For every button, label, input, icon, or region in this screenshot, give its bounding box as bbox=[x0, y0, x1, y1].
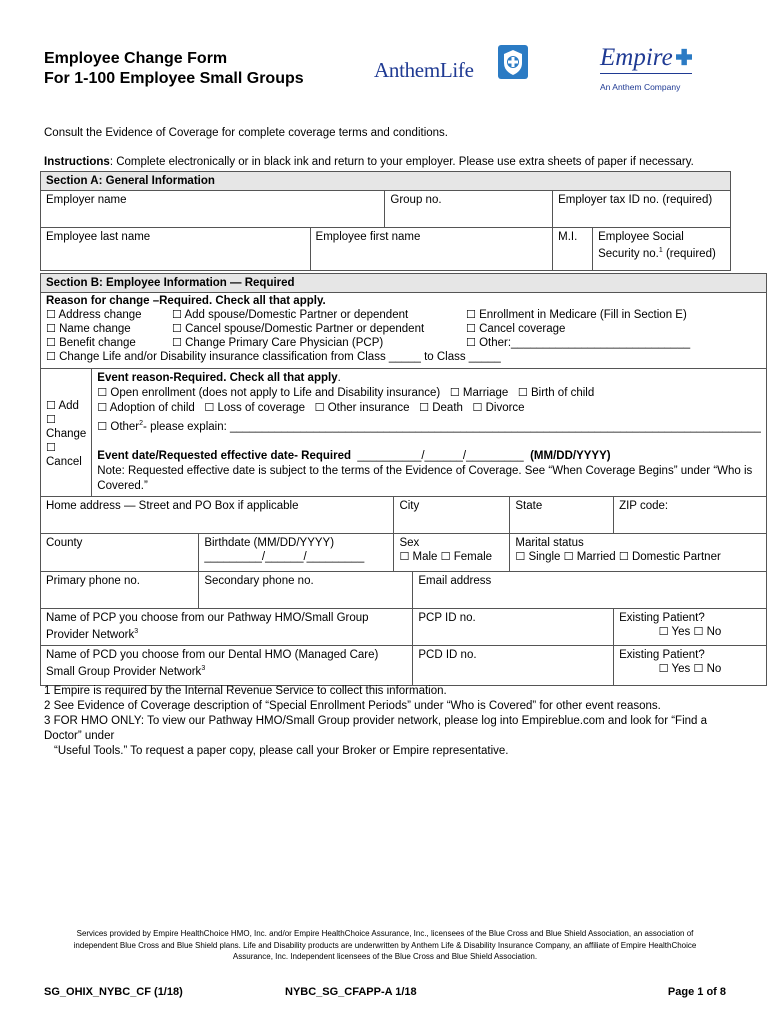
other-explain: - please explain: ___________________________________________________________________________________ bbox=[143, 420, 761, 433]
empire-logo-rule bbox=[600, 73, 692, 74]
footnote-1: 1 Empire is required by the Internal Revenue Service to collect this information. bbox=[44, 685, 447, 697]
pcd-name-field[interactable] bbox=[41, 645, 413, 685]
existing-patient-label: Existing Patient? bbox=[619, 648, 705, 661]
pcp-id-field[interactable] bbox=[413, 608, 614, 645]
life-logo-word: Life bbox=[439, 58, 474, 82]
instructions-label: Instructions bbox=[44, 156, 110, 168]
reason-for-change-block bbox=[41, 293, 767, 369]
empire-logo-word: Empire bbox=[600, 44, 673, 71]
checkbox-icon[interactable] bbox=[419, 402, 429, 414]
checkbox-icon[interactable] bbox=[518, 387, 528, 399]
sex-female: Female bbox=[453, 550, 493, 563]
marital-label: Marital status bbox=[515, 536, 584, 549]
pcp-footnote-ref: 3 bbox=[134, 627, 139, 635]
blue-cross-blue-shield-icon bbox=[498, 45, 528, 79]
footnote-2: 2 See Evidence of Coverage description of “Special Enrollment Periods” under “Who is Covered” for other event reasons. bbox=[44, 700, 661, 712]
employer-name-field[interactable] bbox=[41, 191, 385, 228]
event-option: Marriage bbox=[462, 387, 509, 399]
reasons-column-2 bbox=[172, 308, 466, 350]
ssn-footnote-ref: 1 bbox=[658, 247, 663, 254]
employee-last-name-field[interactable] bbox=[41, 228, 311, 271]
reason-option: Address change bbox=[58, 309, 142, 321]
checkbox-icon[interactable] bbox=[97, 421, 107, 433]
checkbox-icon[interactable] bbox=[399, 551, 409, 563]
checkbox-icon[interactable] bbox=[204, 402, 214, 414]
checkbox-icon[interactable] bbox=[172, 337, 182, 349]
checkbox-icon[interactable] bbox=[46, 400, 56, 412]
state-field[interactable] bbox=[510, 496, 614, 533]
action-change: Change bbox=[46, 428, 87, 441]
home-address-field[interactable] bbox=[41, 496, 394, 533]
services-disclaimer: Services provided by Empire HealthChoice HMO, Inc. and/or Empire HealthChoice Assurance, Inc., licensees of the Blue Cross and Blue Shield Association, an association of independent Blue Cross and Blue Shield plans. Life and Disability products are underwritten by Anthem Life & Disability Insurance Company, an affiliate of Empire HealthChoice Assurance, Inc. Independent licensees of the Blue Cross and Blue Shield Association. bbox=[73, 929, 697, 961]
employee-last-name-label: Employee last name bbox=[46, 231, 151, 243]
pcd-existing-patient-field bbox=[614, 645, 767, 685]
yes-option: Yes bbox=[671, 662, 691, 675]
checkbox-icon[interactable] bbox=[172, 323, 182, 335]
marital-domestic-partner: Domestic Partner bbox=[631, 550, 721, 563]
event-option: Divorce bbox=[485, 402, 525, 414]
reason-option: Change Primary Care Physician (PCP) bbox=[185, 337, 384, 349]
checkbox-icon[interactable] bbox=[97, 402, 107, 414]
county-label: County bbox=[46, 536, 83, 549]
county-field[interactable] bbox=[41, 533, 199, 571]
home-address-label: Home address — Street and PO Box if applicable bbox=[46, 499, 299, 512]
primary-phone-label: Primary phone no. bbox=[46, 574, 140, 587]
marital-married: Married bbox=[576, 550, 616, 563]
section-a-heading: Section A: General Information bbox=[41, 172, 731, 191]
reason-option: Benefit change bbox=[59, 337, 136, 349]
checkbox-icon[interactable] bbox=[564, 551, 574, 563]
email-field[interactable] bbox=[413, 571, 766, 608]
group-no-label: Group no. bbox=[390, 194, 442, 206]
checkbox-icon[interactable] bbox=[46, 309, 56, 321]
pcp-existing-patient-field bbox=[614, 608, 767, 645]
checkbox-icon[interactable] bbox=[450, 387, 460, 399]
pcp-id-label: PCP ID no. bbox=[418, 611, 476, 624]
mi-label: M.I. bbox=[558, 231, 578, 243]
event-option: Other insurance bbox=[327, 402, 410, 414]
event-date-format: (MM/DD/YYYY) bbox=[530, 449, 611, 462]
marital-field bbox=[510, 533, 766, 571]
employer-tax-id-field[interactable] bbox=[553, 191, 731, 228]
checkbox-icon[interactable] bbox=[46, 337, 56, 349]
employee-first-name-field[interactable] bbox=[310, 228, 553, 271]
state-label: State bbox=[515, 499, 543, 512]
checkbox-icon[interactable] bbox=[97, 387, 107, 399]
reason-option: Add spouse/Domestic Partner or dependent bbox=[184, 309, 409, 321]
secondary-phone-field[interactable] bbox=[199, 571, 413, 608]
ssn-label-text: Employee Social Security no. bbox=[598, 231, 684, 260]
reason-option: Other:____________________________ bbox=[479, 337, 691, 349]
checkbox-icon[interactable] bbox=[693, 663, 703, 675]
title-line-1: Employee Change Form bbox=[44, 50, 228, 67]
event-row-1 bbox=[97, 386, 761, 401]
event-heading bbox=[97, 371, 761, 386]
city-field[interactable] bbox=[394, 496, 510, 533]
event-option: Adoption of child bbox=[109, 402, 195, 414]
pcd-id-label: PCD ID no. bbox=[418, 648, 477, 661]
checkbox-icon[interactable] bbox=[473, 402, 483, 414]
instructions-body: : Complete electronically or in black ink and return to your employer. Please use extra sheets of paper if necessary. bbox=[109, 156, 694, 168]
checkbox-icon[interactable] bbox=[315, 402, 325, 414]
other-label: Other bbox=[110, 420, 140, 433]
instructions-text bbox=[44, 156, 694, 168]
empire-cross-icon bbox=[676, 48, 692, 66]
reasons-column-3 bbox=[466, 308, 690, 350]
zip-label: ZIP code: bbox=[619, 499, 669, 512]
city-label: City bbox=[399, 499, 420, 512]
event-option: Loss of coverage bbox=[217, 402, 306, 414]
checkbox-icon[interactable] bbox=[441, 551, 451, 563]
action-add: Add bbox=[58, 400, 79, 413]
mi-field[interactable] bbox=[553, 228, 593, 271]
no-option: No bbox=[706, 662, 722, 675]
empire-logo bbox=[600, 44, 692, 92]
section-b-table bbox=[40, 273, 767, 686]
footer-form-code: SG_OHIX_NYBC_CF (1/18) bbox=[44, 986, 183, 998]
email-label: Email address bbox=[418, 574, 492, 587]
pcd-footnote-ref: 3 bbox=[201, 664, 206, 672]
employer-name-label: Employer name bbox=[46, 194, 127, 206]
footnotes bbox=[44, 684, 734, 759]
checkbox-icon[interactable] bbox=[46, 323, 56, 335]
section-b-heading: Section B: Employee Information — Required bbox=[41, 274, 767, 293]
reason-option: Enrollment in Medicare (Fill in Section E) bbox=[479, 309, 687, 321]
event-option: Death bbox=[432, 402, 463, 414]
empire-logo-subtitle: An Anthem Company bbox=[600, 82, 681, 92]
footer-app-code: NYBC_SG_CFAPP-A 1/18 bbox=[285, 986, 417, 998]
sex-label: Sex bbox=[399, 536, 420, 549]
group-no-field[interactable] bbox=[385, 191, 553, 228]
checkbox-icon[interactable] bbox=[46, 414, 56, 426]
event-heading-dot: . bbox=[337, 372, 341, 384]
anthem-logo-word: Anthem bbox=[374, 58, 440, 82]
reason-option: Name change bbox=[59, 323, 131, 335]
footnote-3-cont: “Useful Tools.” To request a paper copy, please call your Broker or Empire representative. bbox=[54, 745, 509, 757]
page-number: Page 1 of 8 bbox=[667, 986, 726, 998]
checkbox-icon[interactable] bbox=[515, 551, 525, 563]
other-footnote-ref: 2 bbox=[139, 420, 144, 427]
checkbox-icon[interactable] bbox=[619, 551, 629, 563]
event-date-label: Event date/Requested effective date- Required bbox=[97, 449, 352, 462]
checkbox-icon[interactable] bbox=[172, 309, 182, 321]
anthem-life-logo bbox=[374, 58, 474, 83]
event-note: Note: Requested effective date is subject to the terms of the Evidence of Coverage. See “When Coverage Begins” under “Who is Covered.” bbox=[97, 464, 753, 492]
consult-text: Consult the Evidence of Coverage for complete coverage terms and conditions. bbox=[44, 127, 448, 139]
pcp-name-field[interactable] bbox=[41, 608, 413, 645]
event-option: Open enrollment (does not apply to Life and Disability insurance) bbox=[110, 387, 441, 399]
ssn-label-required: (required) bbox=[662, 247, 716, 260]
event-option: Birth of child bbox=[530, 387, 595, 399]
pcd-id-field[interactable] bbox=[413, 645, 614, 685]
event-date-row bbox=[97, 449, 761, 464]
ssn-label bbox=[598, 231, 716, 260]
section-a-table bbox=[40, 171, 731, 271]
birthdate-blank: _________/______/_________ bbox=[204, 550, 365, 563]
pcp-name-label: Name of PCP you choose from our Pathway HMO/Small Group Provider Network bbox=[46, 611, 369, 641]
checkbox-icon[interactable] bbox=[659, 626, 669, 638]
marital-single: Single bbox=[528, 550, 561, 563]
class-change-option: Change Life and/or Disability insurance classification from Class _____ to Class _____ bbox=[59, 351, 501, 363]
employee-first-name-label: Employee first name bbox=[315, 231, 421, 243]
checkbox-icon[interactable] bbox=[693, 626, 703, 638]
existing-patient-label: Existing Patient? bbox=[619, 611, 705, 624]
checkbox-icon[interactable] bbox=[46, 351, 56, 363]
birthdate-label: Birthdate (MM/DD/YYYY) bbox=[204, 536, 335, 549]
reason-heading: Reason for change –Required. Check all that apply. bbox=[46, 295, 326, 307]
sex-male: Male bbox=[412, 550, 438, 563]
form-title bbox=[44, 49, 304, 89]
sex-field bbox=[394, 533, 510, 571]
reason-option: Cancel spouse/Domestic Partner or dependent bbox=[185, 323, 425, 335]
checkbox-icon[interactable] bbox=[466, 337, 476, 349]
ssn-field[interactable] bbox=[593, 228, 731, 271]
employer-tax-id-label: Employer tax ID no. (required) bbox=[558, 194, 713, 206]
reason-option: Cancel coverage bbox=[479, 323, 566, 335]
reasons-column-1 bbox=[46, 308, 172, 350]
zip-field[interactable] bbox=[614, 496, 767, 533]
event-reason-cell bbox=[92, 369, 767, 497]
primary-phone-field[interactable] bbox=[41, 571, 199, 608]
yes-option: Yes bbox=[671, 625, 691, 638]
checkbox-icon[interactable] bbox=[659, 663, 669, 675]
event-date-input[interactable]: __________/______/_________ bbox=[357, 449, 524, 462]
action-cancel: Cancel bbox=[46, 456, 82, 469]
title-line-2: For 1-100 Employee Small Groups bbox=[44, 70, 304, 87]
event-row-2 bbox=[97, 401, 761, 416]
pcd-name-label: Name of PCD you choose from our Dental HMO (Managed Care) Small Group Provider Network bbox=[46, 648, 379, 678]
secondary-phone-label: Secondary phone no. bbox=[204, 574, 314, 587]
checkbox-icon[interactable] bbox=[466, 323, 476, 335]
event-other-row bbox=[97, 416, 761, 435]
action-options-cell bbox=[41, 369, 92, 497]
event-heading-text: Event reason-Required. Check all that apply bbox=[97, 372, 338, 384]
footnote-3: 3 FOR HMO ONLY: To view our Pathway HMO/Small Group provider network, please log into Empireblue.com and look for “Find a Doctor” under bbox=[44, 715, 708, 742]
checkbox-icon[interactable] bbox=[466, 309, 476, 321]
no-option: No bbox=[706, 625, 722, 638]
checkbox-icon[interactable] bbox=[46, 442, 56, 454]
birthdate-field[interactable] bbox=[199, 533, 394, 571]
